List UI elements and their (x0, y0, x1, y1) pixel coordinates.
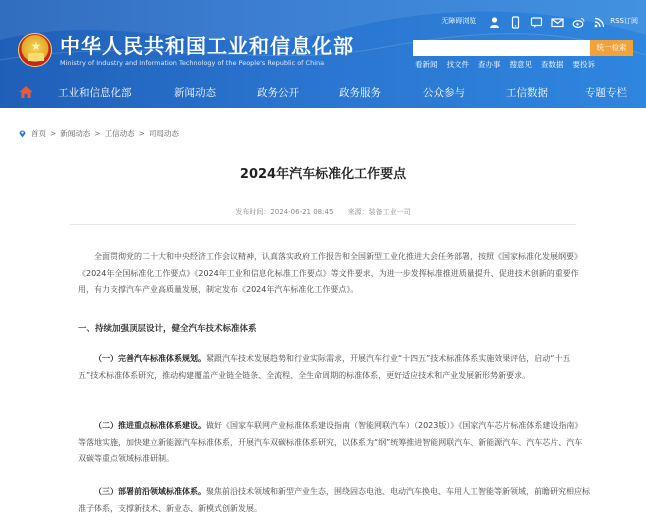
weibo-icon[interactable] (572, 14, 585, 27)
search-button[interactable]: 统一检索 (590, 40, 633, 56)
paragraph-1 (78, 351, 590, 384)
nav-item-ministry[interactable]: 工业和信息化部 (58, 87, 132, 99)
barrier-free-link[interactable]: 无障碍浏览 (441, 16, 477, 25)
nav-item-gov-service[interactable]: 政务服务 (339, 87, 381, 99)
main-nav (0, 78, 646, 108)
quick-link-opinions[interactable]: 搜意见 (509, 60, 532, 69)
paragraph-2-body: 做好《国家车联网产业标准体系建设指南（智能网联汽车）（2023版）》《国家汽车芯片标准体系建设指南》等落地实施，加快建立新能源汽车标准体系，开展汽车双碳标准体系研究，以体系为“纲”统筹推进智能网联汽车、新能源汽车、汽车芯片、汽车双碳等重点领域标准研制。 (78, 421, 583, 463)
quick-link-complaints[interactable]: 要投诉 (572, 60, 595, 69)
article-meta (0, 207, 646, 217)
user-icon[interactable] (488, 14, 501, 27)
top-links (441, 14, 638, 27)
search-bar (413, 40, 633, 56)
paragraph-1-lead: （一）完善汽车标准体系规划。 (94, 354, 206, 363)
quick-links (415, 60, 595, 70)
quick-link-data[interactable]: 查数据 (541, 60, 564, 69)
mail-icon[interactable] (551, 14, 564, 27)
breadcrumb-bureau-news[interactable]: 司局动态 (148, 129, 179, 138)
breadcrumb (18, 128, 179, 139)
paragraph-2-lead: （二）推进重点标准体系建设。 (94, 421, 206, 430)
mobile-icon[interactable] (509, 14, 522, 27)
intro-paragraph: 全面贯彻党的二十大和中央经济工作会议精神，认真落实政府工作报告和全国新型工业化推进大会任务部署，按照《国家标准化发展纲要》《2024年全国标准化工作要点》《2024年工业和信息化标准工作要点》等文件要求，为进一步发挥标准推进质量提升、促进技术创新的重要作用，有力支撑汽车产业高质量发展，制定发布《2024年汽车标准化工作要点》。 (78, 252, 582, 294)
publish-time: 发布时间：2024-06-21 08:45 (235, 208, 334, 216)
breadcrumb-home[interactable]: 首页 (31, 129, 46, 138)
paragraph-3-body: 聚焦前沿技术领域和新型产业生态，围绕固态电池、电动汽车换电、车用人工智能等新领域，前瞻研究相应标准子体系，支撑新技术、新业态、新模式创新发展。 (78, 487, 590, 513)
breadcrumb-ministry-news[interactable]: 工信动态 (104, 129, 135, 138)
quick-link-services[interactable]: 查办事 (478, 60, 501, 69)
nav-item-news[interactable]: 新闻动态 (174, 87, 216, 99)
quick-link-news[interactable]: 看新闻 (415, 60, 438, 69)
nav-item-participation[interactable]: 公众参与 (423, 87, 465, 99)
section-heading-1: 一、持续加强顶层设计，健全汽车技术标准体系 (78, 324, 257, 334)
nav-item-data[interactable]: 工信数据 (506, 87, 548, 99)
site-subtitle-en: Ministry of Industry and Information Technology of the People's Republic of China (60, 59, 325, 67)
nav-item-gov-info[interactable]: 政务公开 (257, 87, 299, 99)
paragraph-2 (78, 418, 590, 468)
paragraph-3 (78, 484, 590, 517)
rss-link[interactable]: RSS订阅 (610, 16, 638, 25)
paragraph-1-body: 紧跟汽车技术发展趋势和行业实际需求，开展汽车行业“十四五”技术标准体系实施效果评估，启动“十五五”技术标准体系研究，推动构建覆盖产业链全链条、全流程、全生命周期的标准体系，更好适应技术和产业发展新形势新要求。 (78, 354, 571, 380)
nav-item-topics[interactable]: 专题专栏 (585, 87, 627, 99)
national-emblem-logo[interactable]: ★ (18, 33, 52, 67)
breadcrumb-news[interactable]: 新闻动态 (60, 129, 91, 138)
location-pin-icon (18, 129, 27, 138)
home-icon[interactable] (18, 84, 34, 100)
site-title: 中华人民共和国工业和信息化部 (60, 34, 354, 58)
breadcrumb-separator: > (94, 129, 101, 138)
chat-icon[interactable] (530, 14, 543, 27)
breadcrumb-separator: > (138, 129, 145, 138)
search-input[interactable] (413, 40, 590, 56)
paragraph-3-lead: （三）部署前沿领域标准体系。 (94, 487, 206, 496)
quick-link-documents[interactable]: 找文件 (446, 60, 469, 69)
article-title: 2024年汽车标准化工作要点 (239, 167, 407, 182)
site-brand[interactable] (60, 35, 354, 68)
site-header (0, 0, 646, 108)
article-source: 来源：装备工业一司 (347, 208, 411, 216)
divider (70, 224, 576, 225)
breadcrumb-separator: > (50, 129, 57, 138)
rss-icon[interactable] (593, 14, 606, 27)
